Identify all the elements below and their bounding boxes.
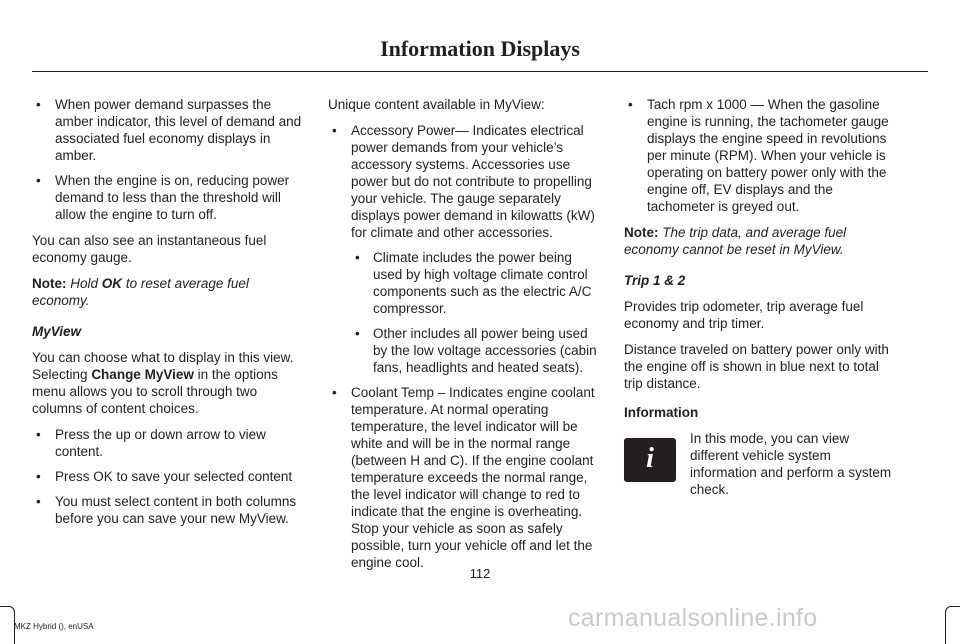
section-heading: Information — [624, 405, 699, 420]
paragraph: Unique content available in MyView: — [328, 97, 545, 112]
list-item: • Coolant Temp – Indicates engine coolant temperature. At normal operating temperature, the level indicator will be white and will be in the normal range (between H and C). If the engine coolant temperature exceeds the normal range, the level indicator will change to red to indicate that the engine is overheating. Stop your vehicle as soon as safely possible, turn your vehicle off and let the engine cool. — [328, 384, 602, 571]
note-ok-key: OK — [101, 276, 123, 291]
paragraph: Distance traveled on battery power only with the engine off is shown in blue next to total trip distance. — [624, 342, 889, 391]
header-rule — [32, 71, 928, 72]
bullet-list — [328, 122, 602, 571]
sub-list-item: • Other includes all power being used by the low voltage accessories (cabin fans, headlights and heated seats). — [351, 325, 602, 376]
list-item: • Press the up or down arrow to view content. — [32, 426, 310, 460]
page-title: Information Displays — [380, 36, 580, 61]
paragraph: In this mode, you can view different vehicle system information and perform a system check. — [690, 431, 892, 497]
list-item: • When the engine is on, reducing power demand to less than the threshold will allow the engine to turn off. — [32, 172, 310, 223]
information-block — [624, 430, 894, 498]
column-3 — [624, 96, 894, 507]
list-item: • Press OK to save your selected content — [32, 468, 310, 485]
document-id: MKZ Hybrid (), enUSA — [14, 622, 94, 631]
sub-list-item: • Climate includes the power being used by high voltage climate control components such as the electric A/C compressor. — [351, 249, 602, 317]
note — [624, 224, 894, 258]
bullet-list — [32, 96, 310, 223]
paragraph: You can also see an instantaneous fuel economy gauge. — [32, 233, 267, 265]
crop-mark-left — [0, 606, 15, 644]
crop-mark-right — [945, 606, 960, 644]
column-2 — [328, 96, 602, 580]
section-heading: MyView — [32, 324, 82, 339]
note — [32, 275, 310, 309]
watermark: carmanualsonline.info — [568, 604, 818, 632]
note-text: Hold — [70, 276, 99, 291]
information-icon — [624, 438, 676, 482]
paragraph: Provides trip odometer, trip average fuel economy and trip timer. — [624, 299, 864, 331]
paragraph — [32, 349, 310, 417]
paragraph-text: in the options menu allows you to scroll through two columns of content choices. — [32, 367, 278, 416]
list-item: • When power demand surpasses the amber indicator, this level of demand and associated fuel economy displays in amber. — [32, 96, 310, 164]
note-label: Note: — [32, 276, 67, 291]
list-item-text: Accessory Power— Indicates electrical power demands from your vehicle’s accessory systems. Accessories use power but do not contribute to propelling your vehicle. The gauge separately displays power demand in kilowatts (kW) for climate and other accessories. — [351, 123, 595, 240]
menu-option: Change MyView — [91, 367, 194, 382]
column-1 — [32, 96, 310, 536]
note-text: to reset average fuel economy. — [32, 276, 249, 308]
bullet-list — [624, 96, 894, 215]
list-item: • Tach rpm x 1000 — When the gasoline engine is running, the tachometer gauge displays the engine speed in revolutions per minute (RPM). When your vehicle is operating on battery power only with the engine off, EV displays and the tachometer is greyed out. — [624, 96, 894, 215]
page-number: 112 — [469, 566, 491, 581]
section-heading: Trip 1 & 2 — [624, 273, 686, 288]
list-item — [328, 122, 602, 376]
note-text: The trip data, and average fuel economy cannot be reset in MyView. — [624, 225, 847, 257]
paragraph-text: You can choose what to display in this view. Selecting — [32, 350, 294, 382]
information-icon-glyph: i — [646, 443, 654, 474]
note-label: Note: — [624, 225, 659, 240]
bullet-list — [32, 426, 310, 527]
sub-bullet-list — [351, 249, 602, 376]
list-item: • You must select content in both columns before you can save your new MyView. — [32, 493, 310, 527]
